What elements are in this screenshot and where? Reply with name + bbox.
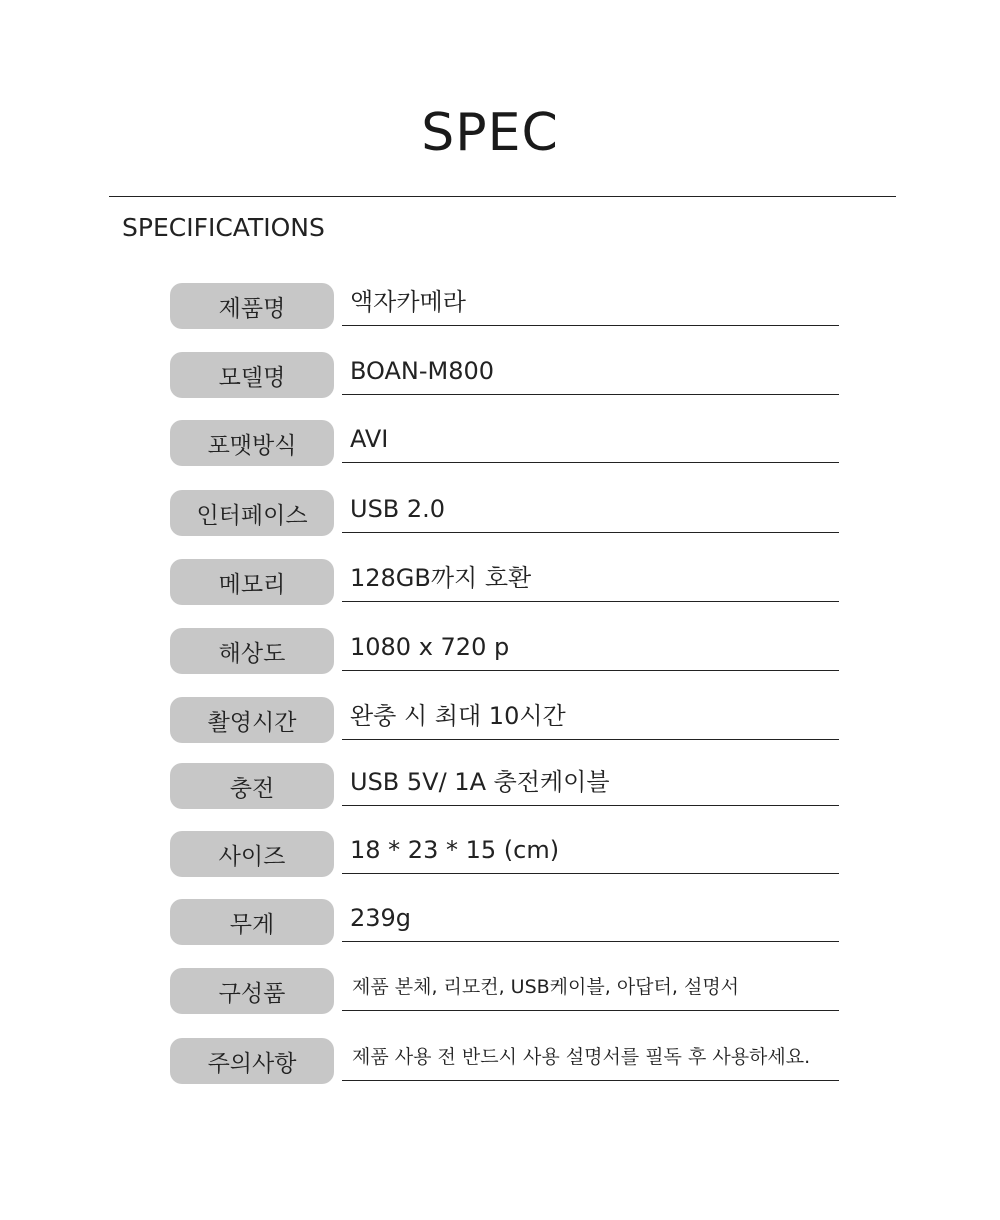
spec-row-format [170,420,840,466]
spec-row-product-name [170,283,840,329]
spec-value: 액자카메라 [350,288,466,316]
spec-underline [342,462,839,463]
spec-label: 인터페이스 [170,490,334,536]
spec-row-resolution [170,628,840,674]
spec-row-memory [170,559,840,605]
spec-row-caution [170,1038,840,1084]
spec-underline [342,532,839,533]
spec-underline [342,739,839,740]
spec-value: 128GB까지 호환 [350,564,532,592]
spec-underline [342,805,839,806]
spec-underline [342,1010,839,1011]
spec-value: USB 5V/ 1A 충전케이블 [350,768,610,796]
spec-value: 239g [350,904,412,932]
spec-label: 주의사항 [170,1038,334,1084]
spec-row-recording-time [170,697,840,743]
spec-underline [342,873,839,874]
spec-underline [342,325,839,326]
spec-label: 충전 [170,763,334,809]
spec-label: 구성품 [170,968,334,1014]
spec-value: AVI [350,425,389,453]
spec-label: 포맷방식 [170,420,334,466]
spec-underline [342,941,839,942]
spec-value: 1080 x 720 p [350,633,510,661]
spec-value: USB 2.0 [350,495,446,523]
spec-row-interface [170,490,840,536]
spec-row-weight [170,899,840,945]
spec-value: BOAN-M800 [350,357,495,385]
spec-row-charging [170,763,840,809]
page-title: SPEC [421,103,559,163]
spec-underline [342,601,839,602]
section-heading: SPECIFICATIONS [122,213,325,242]
spec-label: 해상도 [170,628,334,674]
spec-label: 메모리 [170,559,334,605]
spec-value: 제품 사용 전 반드시 사용 설명서를 필독 후 사용하세요. [352,1046,811,1068]
spec-underline [342,1080,839,1081]
spec-value: 제품 본체, 리모컨, USB케이블, 아답터, 설명서 [352,976,740,998]
spec-label: 무게 [170,899,334,945]
spec-row-model-name [170,352,840,398]
spec-label: 사이즈 [170,831,334,877]
spec-row-components [170,968,840,1014]
spec-underline [342,394,839,395]
spec-underline [342,670,839,671]
spec-row-size [170,831,840,877]
spec-value: 18 * 23 * 15 (cm) [350,836,560,864]
spec-label: 촬영시간 [170,697,334,743]
spec-label: 제품명 [170,283,334,329]
spec-value: 완충 시 최대 10시간 [350,702,566,730]
spec-label: 모델명 [170,352,334,398]
